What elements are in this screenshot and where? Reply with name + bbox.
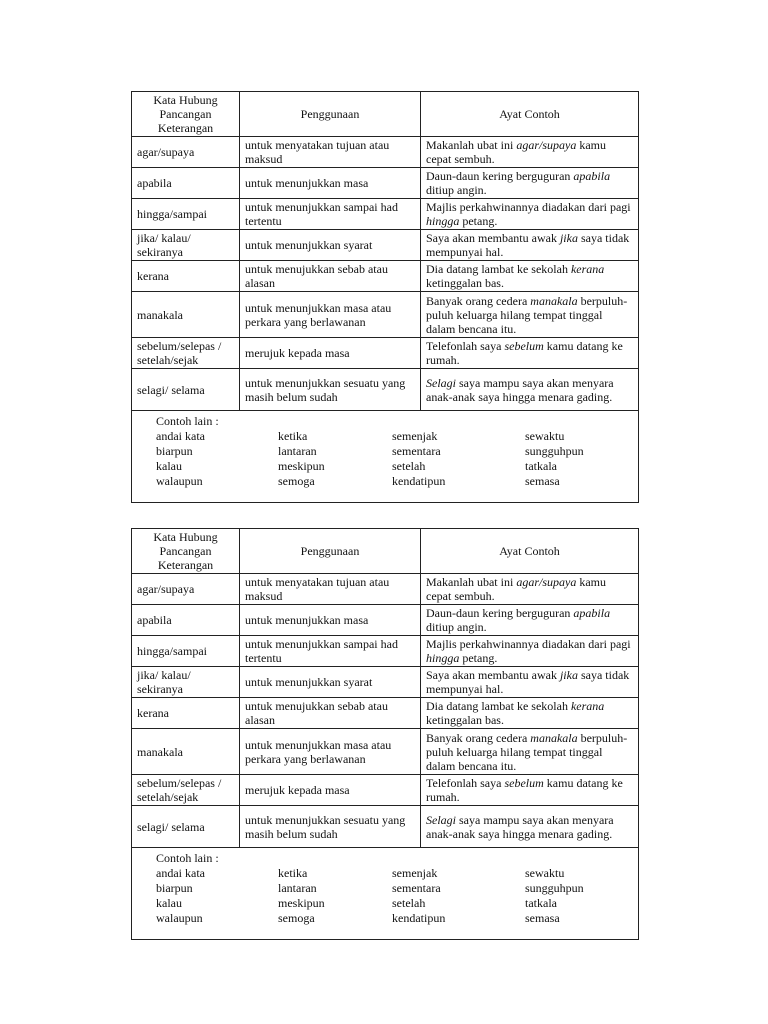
ayat-contoh-cell: [421, 261, 639, 292]
example-text: saya mampu saya akan menyara anak-anak saya hingga menara gading.: [426, 812, 614, 841]
kata-hubung-example-word: jika: [559, 231, 578, 245]
penggunaan-cell: untuk menunjukkan sampai had tertentu: [240, 199, 421, 230]
contoh-lain-word: sungguhpun: [525, 881, 584, 895]
kata-hubung-cell: sebelum/selepas / setelah/sejak: [132, 338, 240, 369]
table-row: [132, 574, 639, 605]
example-text: petang.: [459, 214, 498, 228]
example-text: Banyak orang cedera: [426, 730, 531, 745]
kata-hubung-cell: agar/supaya: [132, 574, 240, 605]
ayat-contoh-cell: [421, 574, 639, 605]
ayat-contoh-cell: [421, 698, 639, 729]
ayat-contoh-cell: [421, 369, 639, 411]
ayat-contoh-cell: [421, 137, 639, 168]
kata-hubung-cell: jika/ kalau/ sekiranya: [132, 667, 240, 698]
contoh-lain-word: meskipun: [278, 896, 325, 910]
contoh-lain-word: setelah: [392, 459, 426, 473]
contoh-lain-word: kalau: [156, 896, 182, 910]
kata-hubung-table: [131, 91, 639, 503]
kata-hubung-example-word: hingga: [426, 651, 460, 665]
contoh-lain-word: walaupun: [156, 474, 203, 488]
contoh-lain-word: lantaran: [278, 881, 317, 895]
kata-hubung-cell: agar/supaya: [132, 137, 240, 168]
table-row: [132, 292, 639, 338]
table-row: [132, 806, 639, 848]
contoh-lain-word: tatkala: [525, 896, 557, 910]
contoh-lain-word: kendatipun: [392, 474, 446, 488]
example-text: ditiup angin.: [426, 620, 487, 634]
contoh-lain-word: sementara: [392, 881, 441, 895]
table-row: [132, 605, 639, 636]
kata-hubung-cell: selagi/ selama: [132, 806, 240, 848]
example-text: Makanlah ubat ini: [426, 575, 517, 589]
kata-hubung-cell: kerana: [132, 698, 240, 729]
contoh-lain-word: sementara: [392, 444, 441, 458]
header-kata-hubung: Kata Hubung Pancangan Keterangan: [132, 529, 240, 574]
kata-hubung-cell: sebelum/selepas / setelah/sejak: [132, 775, 240, 806]
table-header-row: [132, 92, 639, 137]
contoh-lain-word: meskipun: [278, 459, 325, 473]
table-row: [132, 636, 639, 667]
kata-hubung-cell: apabila: [132, 605, 240, 636]
example-text: Saya akan membantu awak: [426, 231, 560, 245]
kata-hubung-cell: kerana: [132, 261, 240, 292]
kata-hubung-cell: manakala: [132, 292, 240, 338]
ayat-contoh-cell: [421, 199, 639, 230]
example-text: kamu cepat sembuh.: [426, 575, 606, 603]
kata-hubung-example-word: kerana: [570, 699, 605, 713]
contoh-lain-list: [156, 866, 630, 925]
ayat-contoh-cell: [421, 636, 639, 667]
kata-hubung-cell: hingga/sampai: [132, 636, 240, 667]
contoh-lain-word: semoga: [278, 911, 315, 925]
ayat-contoh-cell: [421, 338, 639, 369]
header-kata-hubung: Kata Hubung Pancangan Keterangan: [132, 92, 240, 137]
penggunaan-cell: untuk menunjukkan sesuatu yang masih belum sudah: [240, 369, 421, 411]
example-text: saya tidak mempunyai hal.: [426, 668, 630, 696]
penggunaan-cell: untuk menunjukkan masa atau perkara yang berlawanan: [240, 292, 421, 338]
example-text: Dia datang lambat ke sekolah: [426, 699, 571, 713]
contoh-lain-word: semenjak: [392, 866, 438, 880]
kata-hubung-cell: selagi/ selama: [132, 369, 240, 411]
header-ayat-contoh: Ayat Contoh: [421, 529, 639, 574]
contoh-lain-word: tatkala: [525, 459, 557, 473]
table-row: [132, 775, 639, 806]
penggunaan-cell: untuk menunjukkan syarat: [240, 667, 421, 698]
example-text: Daun-daun kering berguguran: [426, 606, 574, 620]
example-text: saya mampu saya akan menyara anak-anak saya hingga menara gading.: [426, 375, 614, 404]
ayat-contoh-cell: [421, 230, 639, 261]
example-text: Makanlah ubat ini: [426, 138, 517, 152]
example-text: saya tidak mempunyai hal.: [426, 231, 630, 259]
penggunaan-cell: untuk menyatakan tujuan atau maksud: [240, 574, 421, 605]
ayat-contoh-cell: [421, 168, 639, 199]
example-text: kamu cepat sembuh.: [426, 138, 606, 166]
penggunaan-cell: merujuk kepada masa: [240, 338, 421, 369]
table-row: [132, 369, 639, 411]
kata-hubung-example-word: agar/supaya: [516, 575, 577, 589]
kata-hubung-example-word: kerana: [570, 262, 605, 276]
table-row: [132, 338, 639, 369]
example-text: kamu datang ke rumah.: [426, 339, 623, 367]
contoh-lain-word: andai kata: [156, 429, 205, 443]
contoh-lain-word: biarpun: [156, 881, 193, 895]
example-text: petang.: [459, 651, 498, 665]
contoh-lain-title: Contoh lain :: [156, 851, 219, 865]
header-penggunaan: Penggunaan: [240, 92, 421, 137]
contoh-lain-word: walaupun: [156, 911, 203, 925]
contoh-lain-list: [156, 429, 630, 488]
table-row: [132, 698, 639, 729]
kata-hubung-cell: apabila: [132, 168, 240, 199]
table-row: [132, 137, 639, 168]
example-text: ditiup angin.: [426, 183, 487, 197]
penggunaan-cell: untuk menunjukkan sesuatu yang masih belum sudah: [240, 806, 421, 848]
kata-hubung-example-word: Selagi: [426, 375, 456, 390]
table-row: [132, 261, 639, 292]
contoh-lain-cell: [132, 848, 639, 940]
penggunaan-cell: untuk menujukkan sebab atau alasan: [240, 698, 421, 729]
penggunaan-cell: untuk menunjukkan masa: [240, 605, 421, 636]
kata-hubung-cell: jika/ kalau/ sekiranya: [132, 230, 240, 261]
kata-hubung-example-word: agar/supaya: [516, 138, 577, 152]
kata-hubung-example-word: sebelum: [504, 339, 544, 353]
kata-hubung-example-word: apabila: [573, 606, 611, 620]
contoh-lain-word: semasa: [525, 911, 560, 925]
contoh-lain-word: sewaktu: [525, 866, 565, 880]
penggunaan-cell: untuk menujukkan sebab atau alasan: [240, 261, 421, 292]
header-ayat-contoh: Ayat Contoh: [421, 92, 639, 137]
ayat-contoh-cell: [421, 292, 639, 338]
example-text: ketinggalan bas.: [426, 713, 504, 727]
table-row: [132, 729, 639, 775]
kata-hubung-cell: manakala: [132, 729, 240, 775]
example-text: ketinggalan bas.: [426, 276, 504, 290]
penggunaan-cell: untuk menyatakan tujuan atau maksud: [240, 137, 421, 168]
contoh-lain-word: lantaran: [278, 444, 317, 458]
contoh-lain-row: [132, 411, 639, 503]
contoh-lain-word: kendatipun: [392, 911, 446, 925]
table-row: [132, 230, 639, 261]
example-text: Banyak orang cedera: [426, 293, 531, 308]
contoh-lain-word: setelah: [392, 896, 426, 910]
contoh-lain-word: sewaktu: [525, 429, 565, 443]
penggunaan-cell: untuk menunjukkan masa atau perkara yang berlawanan: [240, 729, 421, 775]
penggunaan-cell: untuk menunjukkan masa: [240, 168, 421, 199]
contoh-lain-word: biarpun: [156, 444, 193, 458]
kata-hubung-example-word: jika: [559, 668, 578, 682]
kata-hubung-example-word: manakala: [530, 293, 578, 308]
example-text: berpuluh-puluh keluarga hilang tempat tinggal dalam bencana itu.: [426, 730, 628, 773]
example-text: Dia datang lambat ke sekolah: [426, 262, 571, 276]
penggunaan-cell: untuk menunjukkan sampai had tertentu: [240, 636, 421, 667]
table-row: [132, 667, 639, 698]
example-text: Telefonlah saya: [426, 776, 505, 790]
example-text: kamu datang ke rumah.: [426, 776, 623, 804]
table-header-row: [132, 529, 639, 574]
kata-hubung-example-word: sebelum: [504, 776, 544, 790]
contoh-lain-word: semoga: [278, 474, 315, 488]
contoh-lain-word: sungguhpun: [525, 444, 584, 458]
kata-hubung-cell: hingga/sampai: [132, 199, 240, 230]
contoh-lain-word: semenjak: [392, 429, 438, 443]
kata-hubung-example-word: apabila: [573, 169, 611, 183]
example-text: Majlis perkahwinannya diadakan dari pagi: [426, 200, 631, 214]
ayat-contoh-cell: [421, 729, 639, 775]
example-text: berpuluh-puluh keluarga hilang tempat tinggal dalam bencana itu.: [426, 293, 628, 336]
kata-hubung-example-word: manakala: [530, 730, 578, 745]
kata-hubung-example-word: Selagi: [426, 812, 456, 827]
contoh-lain-title: Contoh lain :: [156, 414, 219, 428]
contoh-lain-word: ketika: [278, 866, 308, 880]
header-penggunaan: Penggunaan: [240, 529, 421, 574]
table-row: [132, 199, 639, 230]
contoh-lain-word: semasa: [525, 474, 560, 488]
kata-hubung-table: [131, 528, 639, 940]
ayat-contoh-cell: [421, 775, 639, 806]
ayat-contoh-cell: [421, 667, 639, 698]
ayat-contoh-cell: [421, 806, 639, 848]
contoh-lain-word: ketika: [278, 429, 308, 443]
table-row: [132, 168, 639, 199]
penggunaan-cell: untuk menunjukkan syarat: [240, 230, 421, 261]
penggunaan-cell: merujuk kepada masa: [240, 775, 421, 806]
contoh-lain-row: [132, 848, 639, 940]
example-text: Saya akan membantu awak: [426, 668, 560, 682]
ayat-contoh-cell: [421, 605, 639, 636]
kata-hubung-example-word: hingga: [426, 214, 460, 228]
example-text: Majlis perkahwinannya diadakan dari pagi: [426, 637, 631, 651]
example-text: Daun-daun kering berguguran: [426, 169, 574, 183]
contoh-lain-word: andai kata: [156, 866, 205, 880]
contoh-lain-cell: [132, 411, 639, 503]
contoh-lain-word: kalau: [156, 459, 182, 473]
example-text: Telefonlah saya: [426, 339, 505, 353]
